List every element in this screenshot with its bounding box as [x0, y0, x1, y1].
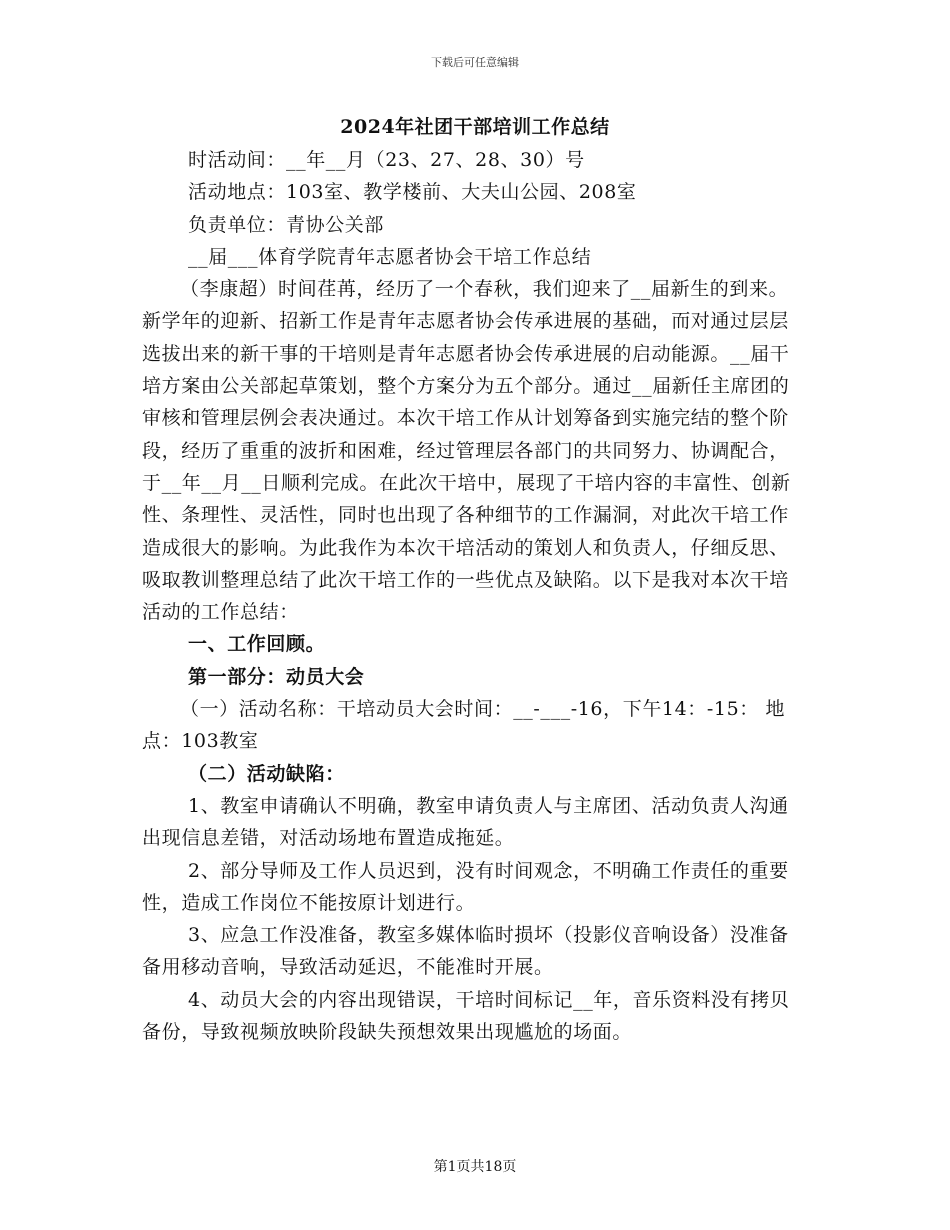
- defect-item-2: 2、部分导师及工作人员迟到，没有时间观念，不明确工作责任的重要性，造成工作岗位不能按原计划进行。: [142, 859, 789, 914]
- defect-item-3: 3、应急工作没准备，教室多媒体临时损坏（投影仪音响设备）没准备备用移动音响，导致活动延迟，不能准时开展。: [142, 924, 789, 979]
- defect-item-1: 1、教室申请确认不明确，教室申请负责人与主席团、活动负责人沟通出现信息差错，对活动场地布置造成拖延。: [142, 794, 789, 850]
- activity-location-line: 活动地点：103室、教学楼前、大夫山公园、208室: [188, 181, 637, 204]
- responsible-unit-line: 负责单位：青协公关部: [188, 213, 385, 236]
- section-heading: 一、工作回顾。: [188, 633, 326, 656]
- intro-paragraph: （李康超）时间荏苒，经历了一个春秋，我们迎来了__届新生的到来。新学年的迎新、招新工作是青年志愿者协会传承进展的基础，而对通过层层选拔出来的新干事的干培则是青年志愿者协会传承进展的启动能源。__届干培方案由公关部起草策划，整个方案分为五个部分。通过__届新任主席团的审核和管理层例会表决通过。本次干培工作从计划筹备到实施完结的整个阶段，经历了重重的波折和困难，经过管理层各部门的共同努力、协调配合，于__年__月__日顺利完成。在此次干培中，展现了干培内容的丰富性、创新性、条理性、灵活性，同时也出现了各种细节的工作漏洞，对此次干培工作造成很大的影响。为此我作为本次干培活动的策划人和负责人，仔细反思、吸取教训整理总结了此次干培工作的一些优点及缺陷。以下是我对本次干培活动的工作总结：: [142, 278, 791, 624]
- defects-heading: （二）活动缺陷：: [188, 762, 345, 785]
- defect-item-4: 4、动员大会的内容出现错误，干培时间标记__年，音乐资料没有拷贝备份，导致视频放映阶段缺失预想效果出现尴尬的场面。: [142, 988, 790, 1044]
- subtitle-line: __届___体育学院青年志愿者协会干培工作总结: [188, 245, 592, 268]
- document-body: [142, 144, 806, 1048]
- activity-name-paragraph: （一）活动名称：干培动员大会时间：__-___-16，下午14：-15： 地点：103教室: [142, 698, 786, 753]
- part-heading: 第一部分：动员大会: [188, 665, 365, 688]
- page-number-footer: 第1页共18页: [433, 1159, 517, 1175]
- page-header-note: 下载后可任意编辑: [431, 56, 519, 69]
- activity-time-line: 时活动间：__年__月（23、27、28、30）号: [188, 149, 585, 171]
- document-title: 2024年社团干部培训工作总结: [340, 116, 610, 138]
